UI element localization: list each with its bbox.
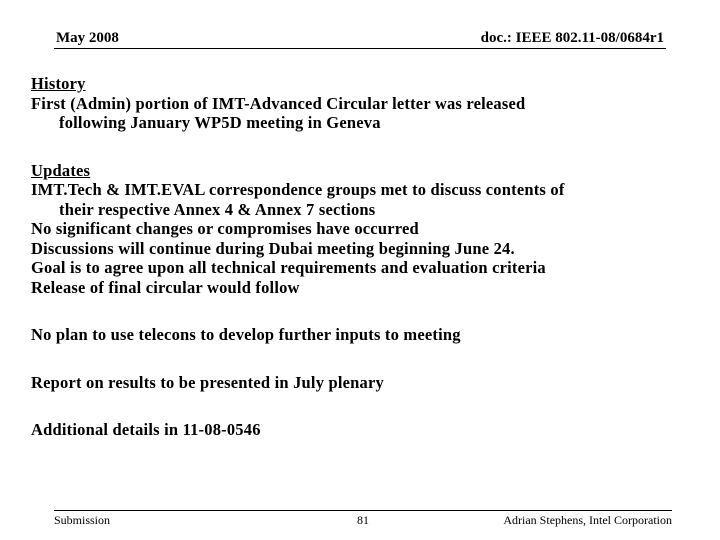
spacer [31, 392, 691, 420]
updates-item-3: Discussions will continue during Dubai meeting beginning June 24. [31, 238, 515, 258]
history-line-1: First (Admin) portion of IMT-Advanced Circular letter was released [31, 93, 526, 113]
footer-page-number: 81 [357, 513, 369, 527]
slide-header [54, 28, 666, 49]
spacer [31, 345, 691, 373]
history-line-2: following January WP5D meeting in Geneva [59, 113, 381, 132]
details-note: Additional details in 11-08-0546 [31, 420, 261, 439]
header-date: May 2008 [56, 30, 119, 46]
footer-submission: Submission [54, 513, 111, 527]
telecons-note: No plan to use telecons to develop further inputs to meeting [31, 325, 461, 344]
header-doc-id: doc.: IEEE 802.11-08/0684r1 [480, 30, 664, 46]
updates-item-4: Goal is to agree upon all technical requirements and evaluation criteria [31, 258, 546, 277]
updates-item-1-line-2: their respective Annex 4 & Annex 7 sections [59, 199, 376, 219]
spacer [31, 297, 691, 325]
spacer [31, 133, 691, 161]
slide-body [31, 74, 691, 440]
updates-heading: Updates [31, 160, 91, 180]
report-note: Report on results to be presented in July plenary [31, 372, 384, 392]
updates-item-1-line-1: IMT.Tech & IMT.EVAL correspondence groups met to discuss contents of [31, 180, 565, 199]
history-heading: History [31, 74, 86, 93]
footer-author: Adrian Stephens, Intel Corporation [503, 513, 672, 527]
slide-footer [54, 510, 672, 529]
updates-item-2: No significant changes or compromises have occurred [31, 219, 419, 238]
updates-item-5: Release of final circular would follow [31, 277, 300, 297]
